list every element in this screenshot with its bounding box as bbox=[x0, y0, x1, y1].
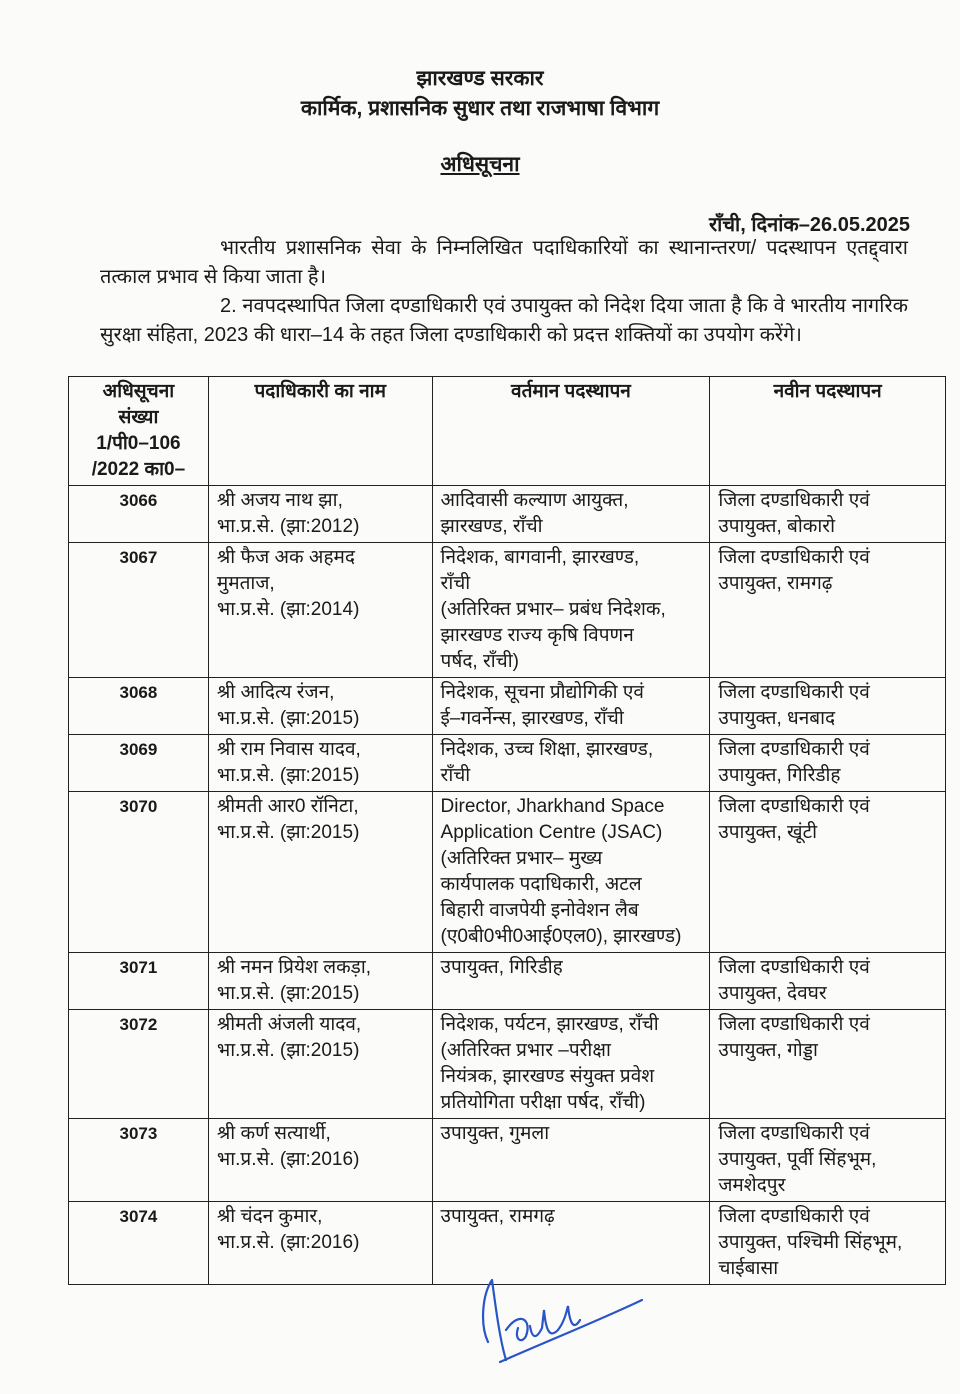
officer-name bbox=[208, 792, 432, 953]
transfer-table bbox=[68, 376, 946, 1285]
notification-number: 3067 bbox=[69, 543, 209, 678]
current-posting bbox=[432, 486, 710, 543]
new-posting-line: उपायुक्त, पश्चिमी सिंहभूम, bbox=[718, 1232, 903, 1253]
current-posting-line: Application Centre (JSAC) bbox=[440, 822, 663, 843]
notification-number: 3070 bbox=[69, 792, 209, 953]
officer-name bbox=[208, 486, 432, 543]
current-posting bbox=[432, 543, 710, 678]
officer-name bbox=[208, 1119, 432, 1202]
header-officer-name bbox=[208, 377, 432, 486]
paragraph-1: भारतीय प्रशासनिक सेवा के निम्नलिखित पदाधिकारियों का स्थानान्तरण/ पदस्थापन एतद्द्वारा तत्काल प्रभाव से किया जाता है। bbox=[100, 237, 908, 288]
new-posting-line: उपायुक्त, देवघर bbox=[718, 983, 827, 1004]
signature bbox=[470, 1270, 660, 1370]
officer-name-line: श्री आदित्य रंजन, bbox=[216, 682, 335, 703]
table-row bbox=[69, 792, 946, 953]
officer-name-line: भा.प्र.से. (झा:2014) bbox=[216, 599, 360, 620]
officer-name bbox=[208, 735, 432, 792]
officer-name-line: श्री कर्ण सत्यार्थी, bbox=[216, 1123, 331, 1144]
header-notification-number-line: 1/पी0–106 bbox=[96, 433, 181, 454]
current-posting-line: निदेशक, बागवानी, झारखण्ड, bbox=[440, 547, 640, 568]
table-row bbox=[69, 678, 946, 735]
place-date: राँची, दिनांक–26.05.2025 bbox=[708, 214, 910, 236]
current-posting-line: आदिवासी कल्याण आयुक्त, bbox=[440, 490, 629, 511]
current-posting-line: राँची bbox=[440, 765, 471, 786]
header-new-posting bbox=[710, 377, 946, 486]
new-posting-line: जिला दण्डाधिकारी एवं bbox=[718, 1123, 870, 1144]
current-posting-line: बिहारी वाजपेयी इनोवेशन लैब bbox=[440, 900, 639, 921]
table-row bbox=[69, 543, 946, 678]
officer-name-line: श्रीमती अंजली यादव, bbox=[216, 1014, 362, 1035]
new-posting-line: जिला दण्डाधिकारी एवं bbox=[718, 957, 870, 978]
officer-name-line: श्री चंदन कुमार, bbox=[216, 1206, 323, 1227]
current-posting bbox=[432, 1119, 710, 1202]
header-notification-number-line: /2022 का0– bbox=[91, 459, 186, 480]
table-row bbox=[69, 1119, 946, 1202]
current-posting-line: ई–गवर्नेन्स, झारखण्ड, राँची bbox=[440, 708, 624, 729]
table-row bbox=[69, 486, 946, 543]
officer-name-line: श्री नमन प्रियेश लकड़ा, bbox=[216, 957, 372, 978]
officer-name bbox=[208, 543, 432, 678]
current-posting-line: निदेशक, सूचना प्रौद्योगिकी एवं bbox=[440, 682, 644, 703]
header-notification-number bbox=[69, 377, 209, 486]
new-posting-line: उपायुक्त, गिरिडीह bbox=[718, 765, 841, 786]
officer-name-line: श्रीमती आर0 रॉनिटा, bbox=[216, 796, 359, 817]
new-posting-line: उपायुक्त, धनबाद bbox=[718, 708, 836, 729]
government-heading: झारखण्ड सरकार bbox=[416, 67, 544, 90]
new-posting-line: जिला दण्डाधिकारी एवं bbox=[718, 547, 870, 568]
officer-name-line: श्री फैज अक अहमद bbox=[216, 547, 355, 568]
table-row bbox=[69, 1010, 946, 1119]
officer-name-line: श्री अजय नाथ झा, bbox=[216, 490, 343, 511]
notification-number: 3074 bbox=[69, 1202, 209, 1285]
new-posting bbox=[710, 1202, 946, 1285]
current-posting-line: उपायुक्त, गुमला bbox=[440, 1123, 550, 1144]
header-current-posting bbox=[432, 377, 710, 486]
current-posting-line: राँची bbox=[440, 573, 471, 594]
current-posting-line: (ए0बी0भी0आई0एल0), झारखण्ड) bbox=[440, 926, 682, 947]
new-posting-line: जमशेदपुर bbox=[718, 1175, 786, 1196]
current-posting-line: कार्यपालक पदाधिकारी, अटल bbox=[440, 874, 642, 895]
table-header-row bbox=[69, 377, 946, 486]
new-posting-line: जिला दण्डाधिकारी एवं bbox=[718, 1206, 870, 1227]
current-posting-line: निदेशक, पर्यटन, झारखण्ड, राँची bbox=[440, 1014, 659, 1035]
new-posting-line: उपायुक्त, रामगढ़ bbox=[718, 573, 833, 594]
officer-name-line: भा.प्र.से. (झा:2012) bbox=[216, 516, 360, 537]
current-posting-line: पर्षद, राँची) bbox=[440, 651, 519, 672]
notification-title: अधिसूचना bbox=[440, 153, 520, 176]
current-posting bbox=[432, 792, 710, 953]
new-posting bbox=[710, 543, 946, 678]
officer-name bbox=[208, 1010, 432, 1119]
header-notification-number-line: संख्या bbox=[118, 407, 159, 428]
notification-number: 3071 bbox=[69, 953, 209, 1010]
current-posting-line: प्रतियोगिता परीक्षा पर्षद, राँची) bbox=[440, 1092, 646, 1113]
new-posting-line: उपायुक्त, गोड्डा bbox=[718, 1040, 818, 1061]
new-posting bbox=[710, 1010, 946, 1119]
paragraph-2: 2. नवपदस्थापित जिला दण्डाधिकारी एवं उपायुक्त को निदेश दिया जाता है कि वे भारतीय नागरिक सुरक्षा संहिता, 2023 की धारा–14 के तहत जिला दण्डाधिकारी को प्रदत्त शक्तियों का उपयोग करेंगे। bbox=[100, 295, 908, 346]
new-posting bbox=[710, 735, 946, 792]
current-posting-line: नियंत्रक, झारखण्ड संयुक्त प्रवेश bbox=[440, 1066, 655, 1087]
notification-number: 3072 bbox=[69, 1010, 209, 1119]
new-posting-line: उपायुक्त, खूंटी bbox=[718, 822, 818, 843]
officer-name-line: भा.प्र.से. (झा:2016) bbox=[216, 1149, 360, 1170]
current-posting-line: निदेशक, उच्च शिक्षा, झारखण्ड, bbox=[440, 739, 654, 760]
department-heading: कार्मिक, प्रशासनिक सुधार तथा राजभाषा विभाग bbox=[300, 97, 660, 120]
current-posting bbox=[432, 678, 710, 735]
officer-name bbox=[208, 953, 432, 1010]
new-posting-line: जिला दण्डाधिकारी एवं bbox=[718, 739, 870, 760]
officer-name-line: भा.प्र.से. (झा:2016) bbox=[216, 1232, 360, 1253]
header-current-posting-line: वर्तमान पदस्थापन bbox=[511, 381, 631, 402]
new-posting-line: जिला दण्डाधिकारी एवं bbox=[718, 796, 870, 817]
table-row bbox=[69, 735, 946, 792]
officer-name-line: भा.प्र.से. (झा:2015) bbox=[216, 983, 360, 1004]
current-posting bbox=[432, 1010, 710, 1119]
table-row bbox=[69, 953, 946, 1010]
new-posting-line: जिला दण्डाधिकारी एवं bbox=[718, 490, 870, 511]
current-posting-line: (अतिरिक्त प्रभार– प्रबंध निदेशक, bbox=[440, 599, 666, 620]
new-posting-line: चाईबासा bbox=[718, 1258, 779, 1279]
officer-name-line: भा.प्र.से. (झा:2015) bbox=[216, 822, 360, 843]
header-officer-name-line: पदाधिकारी का नाम bbox=[254, 381, 386, 402]
new-posting bbox=[710, 678, 946, 735]
current-posting-line: झारखण्ड राज्य कृषि विपणन bbox=[440, 625, 634, 646]
new-posting bbox=[710, 1119, 946, 1202]
header-new-posting-line: नवीन पदस्थापन bbox=[773, 381, 882, 402]
current-posting-line: Director, Jharkhand Space bbox=[440, 796, 665, 817]
header-notification-number-line: अधिसूचना bbox=[102, 381, 175, 402]
current-posting-line: (अतिरिक्त प्रभार– मुख्य bbox=[440, 848, 603, 869]
current-posting-line: (अतिरिक्त प्रभार –परीक्षा bbox=[440, 1040, 611, 1061]
notification-number: 3069 bbox=[69, 735, 209, 792]
new-posting-line: जिला दण्डाधिकारी एवं bbox=[718, 1014, 870, 1035]
current-posting-line: उपायुक्त, रामगढ़ bbox=[440, 1206, 555, 1227]
new-posting-line: उपायुक्त, बोकारो bbox=[718, 516, 836, 537]
officer-name-line: मुमताज, bbox=[216, 573, 275, 594]
current-posting bbox=[432, 953, 710, 1010]
notification-number: 3066 bbox=[69, 486, 209, 543]
officer-name-line: श्री राम निवास यादव, bbox=[216, 739, 361, 760]
officer-name bbox=[208, 1202, 432, 1285]
notification-number: 3068 bbox=[69, 678, 209, 735]
officer-name-line: भा.प्र.से. (झा:2015) bbox=[216, 1040, 360, 1061]
officer-name bbox=[208, 678, 432, 735]
new-posting-line: जिला दण्डाधिकारी एवं bbox=[718, 682, 870, 703]
current-posting-line: झारखण्ड, राँची bbox=[440, 516, 543, 537]
current-posting bbox=[432, 735, 710, 792]
new-posting bbox=[710, 953, 946, 1010]
new-posting-line: उपायुक्त, पूर्वी सिंहभूम, bbox=[718, 1149, 877, 1170]
officer-name-line: भा.प्र.से. (झा:2015) bbox=[216, 708, 360, 729]
officer-name-line: भा.प्र.से. (झा:2015) bbox=[216, 765, 360, 786]
new-posting bbox=[710, 792, 946, 953]
new-posting bbox=[710, 486, 946, 543]
current-posting-line: उपायुक्त, गिरिडीह bbox=[440, 957, 563, 978]
notification-number: 3073 bbox=[69, 1119, 209, 1202]
